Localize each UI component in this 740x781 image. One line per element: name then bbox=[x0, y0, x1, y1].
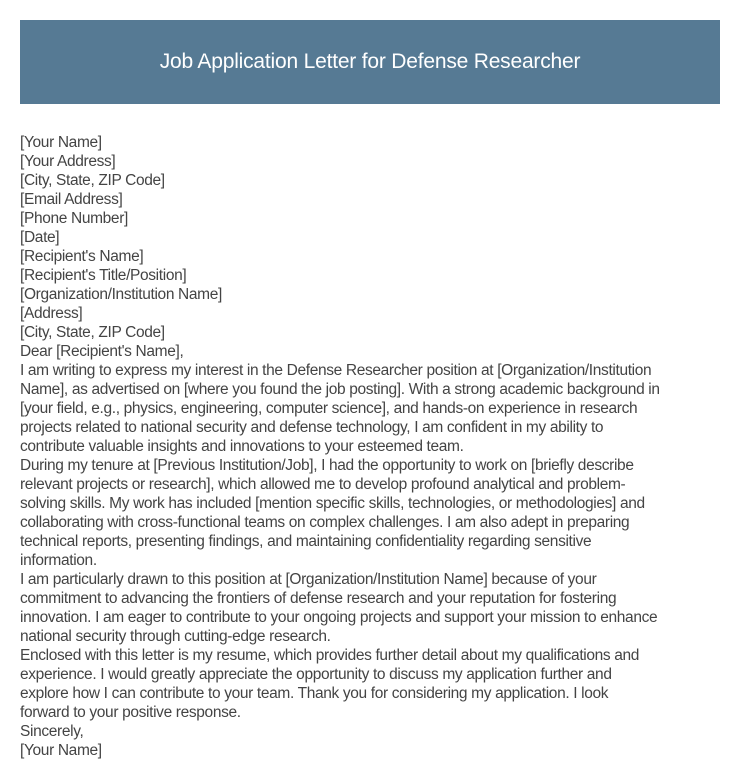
paragraph-line: solving skills. My work has included [mention specific skills, technologies, or methodologies] and bbox=[20, 495, 645, 512]
sender-name: [Your Name] bbox=[20, 134, 102, 151]
page-header bbox=[20, 20, 720, 104]
paragraph-line: [your field, e.g., physics, engineering, computer science], and hands-on experience in research bbox=[20, 400, 638, 417]
recipient-block bbox=[20, 247, 725, 342]
paragraph-line: relevant projects or research], which allowed me to develop profound analytical and problem- bbox=[20, 476, 626, 493]
recipient-name: [Recipient's Name] bbox=[20, 248, 144, 265]
paragraph-line: I am particularly drawn to this position at [Organization/Institution Name] because of your bbox=[20, 571, 597, 588]
sender-phone: [Phone Number] bbox=[20, 210, 128, 227]
paragraph-motivation bbox=[20, 570, 725, 646]
recipient-title: [Recipient's Title/Position] bbox=[20, 267, 187, 284]
page-title: Job Application Letter for Defense Researcher bbox=[159, 50, 581, 73]
paragraph-line: experience. I would greatly appreciate the opportunity to discuss my application further and bbox=[20, 666, 612, 683]
paragraph-line: projects related to national security and defense technology, I am confident in my ability to bbox=[20, 419, 604, 436]
paragraph-line: Name], as advertised on [where you found the job posting]. With a strong academic background in bbox=[20, 381, 660, 398]
paragraph-line: collaborating with cross-functional teams on complex challenges. I am also adept in preparing bbox=[20, 514, 630, 531]
recipient-city-state-zip: [City, State, ZIP Code] bbox=[20, 324, 165, 341]
paragraph-line: commitment to advancing the frontiers of defense research and your reputation for fostering bbox=[20, 590, 617, 607]
paragraph-introduction bbox=[20, 361, 725, 456]
paragraph-line: technical reports, presenting findings, and maintaining confidentiality regarding sensitive bbox=[20, 533, 592, 550]
sender-city-state-zip: [City, State, ZIP Code] bbox=[20, 172, 165, 189]
salutation: Dear [Recipient's Name], bbox=[20, 343, 184, 360]
sender-email: [Email Address] bbox=[20, 191, 123, 208]
sender-block bbox=[20, 133, 725, 247]
paragraph-line: national security through cutting-edge research. bbox=[20, 628, 331, 645]
paragraph-line: contribute valuable insights and innovations to your esteemed team. bbox=[20, 438, 464, 455]
paragraph-line: Enclosed with this letter is my resume, which provides further detail about my qualifications and bbox=[20, 647, 640, 664]
paragraph-closing bbox=[20, 646, 725, 722]
paragraph-line: I am writing to express my interest in the Defense Researcher position at [Organization/Institution bbox=[20, 362, 652, 379]
paragraph-line: During my tenure at [Previous Institution/Job], I had the opportunity to work on [briefly describe bbox=[20, 457, 634, 474]
paragraph-experience bbox=[20, 456, 725, 570]
sender-address: [Your Address] bbox=[20, 153, 116, 170]
paragraph-line: innovation. I am eager to contribute to your ongoing projects and support your mission to enhance bbox=[20, 609, 658, 626]
paragraph-line: information. bbox=[20, 552, 97, 569]
signature-name: [Your Name] bbox=[20, 742, 102, 759]
letter-body bbox=[20, 133, 725, 760]
letter-date: [Date] bbox=[20, 229, 60, 246]
complimentary-close: Sincerely, bbox=[20, 723, 84, 740]
paragraph-line: forward to your positive response. bbox=[20, 704, 241, 721]
recipient-address: [Address] bbox=[20, 305, 83, 322]
paragraph-line: explore how I can contribute to your team. Thank you for considering my application. I look bbox=[20, 685, 609, 702]
recipient-organization: [Organization/Institution Name] bbox=[20, 286, 222, 303]
